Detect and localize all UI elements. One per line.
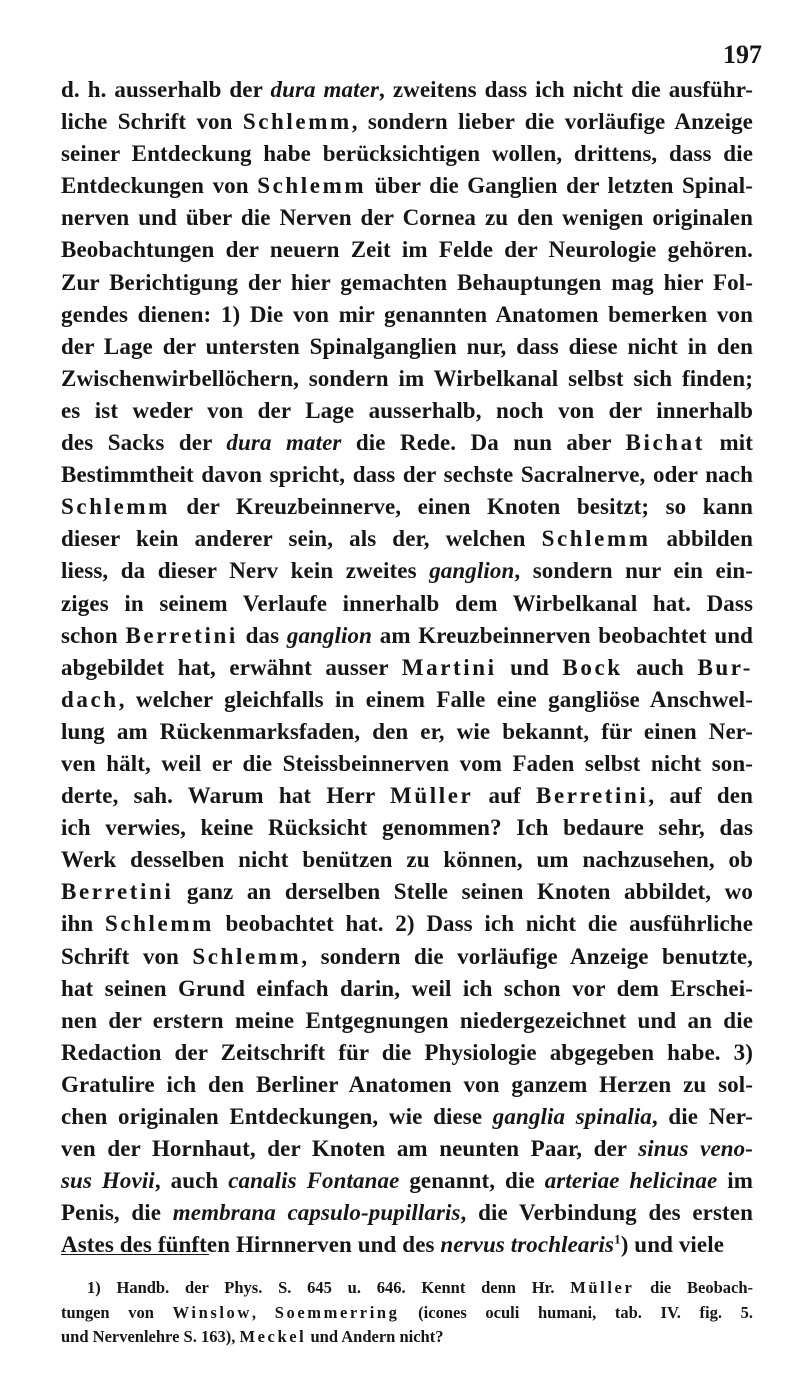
text-run: es ist weder von der Lage ausserhalb, noch von der innerhalb — [61, 397, 753, 423]
text-run: die Beobach- — [634, 1278, 753, 1297]
italic-term: sus Hovii — [61, 1168, 155, 1194]
text-run: abgebildet hat, erwähnt ausser — [61, 654, 402, 680]
text-run: ganz an derselben Stelle seinen Knoten abbildet, wo — [173, 879, 753, 905]
italic-term: arteriae helicinae — [544, 1168, 718, 1194]
text-run: chen originalen Entdeckungen, wie diese — [61, 1104, 493, 1129]
spaced-name: Schlemm — [541, 526, 651, 552]
italic-term: nervus trochlearis — [440, 1232, 615, 1258]
text-run: genannt, die — [399, 1168, 545, 1194]
text-run: ihn — [61, 911, 105, 937]
spaced-name: Schlemm — [61, 494, 170, 520]
text-run: Schrift von — [61, 943, 193, 969]
text-run: abbilden — [650, 526, 753, 552]
text-run: gendes dienen: 1) Die von mir genannten Anatomen bemerken von — [61, 301, 753, 327]
text-run: nerven und über die Nerven der Cornea zu den wenigen originalen — [61, 205, 753, 231]
spaced-name: Bur- — [697, 654, 753, 680]
italic-term: ganglia spinalia — [492, 1104, 652, 1129]
text-line — [61, 652, 753, 684]
text-line — [61, 363, 753, 395]
text-run: Werk desselben nicht benützen zu können, um nachzusehen, ob — [61, 847, 753, 873]
italic-term: dura mater — [270, 77, 380, 102]
text-run: 1) Handb. der Phys. S. 645 u. 646. Kennt denn Hr. — [87, 1278, 571, 1297]
text-run: des Sacks der — [61, 430, 227, 456]
text-line — [61, 620, 753, 652]
text-line — [61, 684, 753, 716]
text-run: auf — [473, 783, 537, 809]
text-line — [61, 74, 753, 106]
text-run: mit — [705, 430, 753, 456]
text-line — [61, 1229, 753, 1261]
text-run: im — [717, 1168, 753, 1194]
text-run: schon — [61, 622, 126, 648]
text-run: , sondern die vorläufige Anzeige benutzte, — [301, 943, 754, 969]
spaced-name: Schlemm — [192, 943, 302, 969]
text-run: Bestimmtheit davon spricht, dass der sechste Sacralnerve, oder nach — [61, 462, 753, 488]
text-line — [61, 812, 753, 844]
text-run: lung am Rückenmarksfaden, den er, wie bekannt, für einen Ner- — [61, 718, 753, 744]
text-run: beobachtet hat. 2) Dass ich nicht die ausführliche — [213, 911, 754, 937]
text-run: tungen von — [61, 1302, 173, 1322]
footnote-line — [61, 1325, 753, 1350]
text-line — [61, 1133, 753, 1165]
text-run: ven hält, weil er die Steissbeinnerven vom Faden selbst nicht son- — [61, 750, 753, 776]
footnote-line — [61, 1276, 753, 1301]
text-run: seiner Entdeckung habe berücksichtigen wollen, drittens, dass die — [61, 141, 753, 167]
text-line — [61, 106, 753, 138]
text-line — [61, 202, 753, 234]
text-run: Redaction der Zeitschrift für die Physiologie abgegeben habe. 3) — [61, 1039, 753, 1065]
spaced-name: Berretini — [536, 783, 649, 809]
text-line — [61, 1069, 753, 1101]
text-line — [61, 170, 753, 202]
spaced-name: Bock — [562, 654, 623, 680]
italic-term: membrana capsulo-pupillaris — [172, 1200, 461, 1226]
spaced-name: Müller — [390, 783, 474, 809]
text-line — [61, 748, 753, 780]
text-line — [61, 876, 753, 908]
text-run: derte, sah. Warum hat Herr — [61, 783, 391, 809]
text-run: über die Ganglien der letzten Spinal- — [366, 173, 754, 199]
italic-term: ganglion — [429, 558, 515, 584]
spaced-name: Winslow — [172, 1302, 252, 1322]
spaced-name: Berretini — [61, 879, 174, 905]
text-line — [61, 716, 753, 748]
text-run: am Kreuzbeinnerven beobachtet und — [372, 622, 754, 648]
text-line — [61, 331, 753, 363]
text-run: die Rede. Da nun aber — [341, 430, 626, 456]
text-run: auch — [622, 654, 698, 680]
text-line — [61, 1005, 753, 1037]
text-run: und — [496, 654, 563, 680]
footnote-line — [61, 1301, 753, 1326]
text-run: , sondern nur ein ein- — [514, 558, 754, 584]
text-run: nen der erstern meine Entgegnungen niedergezeichnet und an die — [61, 1007, 753, 1033]
text-run: d. h. ausserhalb der — [61, 77, 271, 102]
text-run: Zwischenwirbellöchern, sondern im Wirbelkanal selbst sich finden; — [61, 365, 753, 391]
text-run: , auf den — [648, 783, 753, 809]
text-line — [61, 844, 753, 876]
text-run: ich verwies, keine Rücksicht genommen? Ich bedaure sehr, das — [61, 815, 753, 841]
italic-term: sinus veno- — [638, 1136, 754, 1162]
text-line — [61, 780, 753, 812]
text-line — [61, 1197, 753, 1229]
footnote-rule — [61, 1254, 209, 1255]
text-run: Penis, die — [61, 1200, 173, 1226]
italic-term: dura mater — [226, 430, 342, 456]
spaced-name: Müller — [570, 1278, 635, 1297]
text-line — [61, 1037, 753, 1069]
text-run: der Kreuzbeinnerve, einen Knoten besitzt; so kann — [169, 494, 753, 520]
text-line — [61, 908, 753, 940]
text-line — [61, 1101, 753, 1133]
spaced-name: Soemmerring — [274, 1302, 400, 1322]
spaced-name: Berretini — [125, 622, 238, 648]
footnote — [61, 1276, 753, 1350]
text-line — [61, 299, 753, 331]
text-line — [61, 523, 753, 555]
text-line — [61, 1165, 753, 1197]
text-line — [61, 459, 753, 491]
text-line — [61, 491, 753, 523]
text-run: dieser kein anderer sein, als der, welchen — [61, 526, 542, 552]
text-run: liess, da dieser Nerv kein zweites — [61, 558, 430, 584]
text-run: der Lage der untersten Spinalganglien nur, dass diese nicht in den — [61, 333, 753, 359]
text-run: , welcher gleichfalls in einem Falle eine gangliöse Anschwel- — [118, 686, 753, 712]
text-run: , auch — [154, 1168, 229, 1194]
italic-term: ganglion — [286, 622, 373, 648]
text-run: hat seinen Grund einfach darin, weil ich schon vor dem Erschei- — [61, 975, 753, 1001]
text-run: , die Verbindung des ersten — [460, 1200, 753, 1226]
text-run: ven der Hornhaut, der Knoten am neunten Paar, der — [61, 1136, 639, 1162]
text-run: und Andern nicht? — [306, 1327, 444, 1347]
text-run: Entdeckungen von — [61, 173, 258, 199]
spaced-name: Schlemm — [257, 173, 367, 199]
text-line — [61, 138, 753, 170]
italic-term: canalis Fontanae — [228, 1168, 400, 1194]
text-run: das — [237, 622, 287, 648]
text-line — [61, 234, 753, 266]
text-run: ziges in seinem Verlaufe innerhalb dem Wirbelkanal hat. Dass — [61, 590, 753, 616]
text-line — [61, 267, 753, 299]
text-run: Gratulire ich den Berliner Anatomen von ganzem Herzen zu sol- — [61, 1071, 753, 1097]
spaced-name: Schlemm — [242, 109, 352, 135]
text-run: , die Ner- — [651, 1104, 753, 1129]
text-line — [61, 588, 753, 620]
footnote-marker: 1 — [614, 1231, 621, 1247]
text-run: , sondern lieber die vorläufige Anzeige — [351, 109, 753, 135]
text-run: , — [251, 1302, 275, 1322]
text-run: liche Schrift von — [61, 109, 243, 135]
text-run: und Nervenlehre S. 163), — [61, 1327, 240, 1347]
spaced-name: Bichat — [625, 430, 706, 456]
text-run: Beobachtungen der neuern Zeit im Felde der Neurologie gehören. — [61, 237, 753, 263]
text-line — [61, 395, 753, 427]
text-run: Zur Berichtigung der hier gemachten Behauptungen mag hier Fol- — [61, 269, 753, 295]
text-line — [61, 973, 753, 1005]
text-line — [61, 555, 753, 587]
text-run: (icones oculi humani, tab. IV. fig. 5. — [399, 1302, 754, 1322]
spaced-name: Martini — [401, 654, 497, 680]
body-text — [61, 74, 753, 1261]
spaced-name: Schlemm — [104, 911, 214, 937]
text-run: , zweitens dass ich nicht die ausführ- — [379, 77, 754, 102]
page-number: 197 — [723, 40, 762, 69]
text-run: ) und viele — [620, 1232, 725, 1258]
spaced-name: dach — [61, 686, 119, 712]
spaced-name: Meckel — [239, 1327, 307, 1347]
text-line — [61, 941, 753, 973]
text-line — [61, 427, 753, 459]
text-run: Astes des fünften Hirnnerven und des — [61, 1232, 441, 1258]
